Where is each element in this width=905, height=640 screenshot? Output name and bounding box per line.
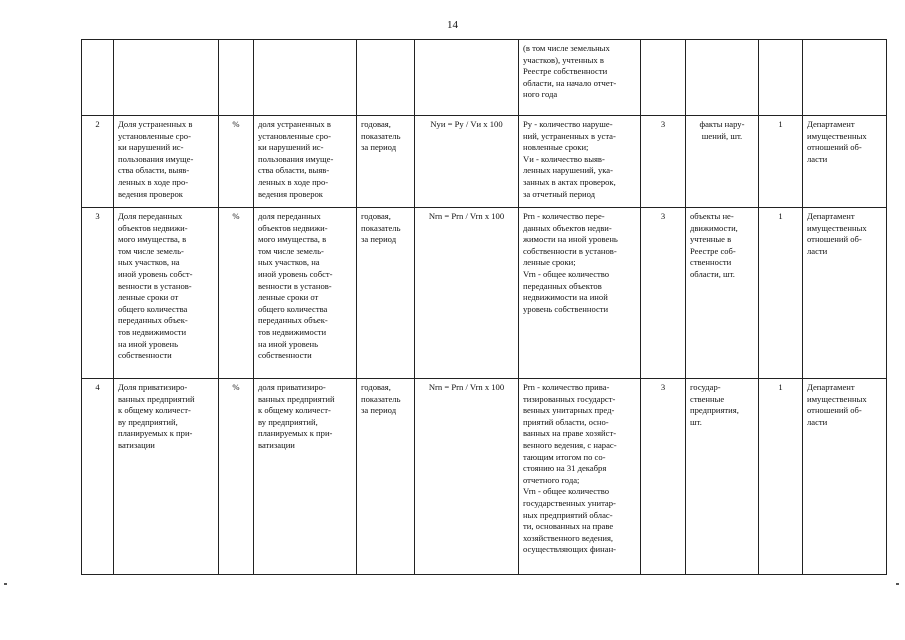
indicators-table — [81, 39, 887, 575]
cell-name — [114, 40, 219, 116]
cell-responsible: Департамент имущественных отношений об- ласти — [803, 116, 887, 208]
cell-name: Доля приватизиро- ванных предприятий к общему количест- ву предприятий, планируемых к при- ватизации — [114, 379, 219, 575]
cell-source — [686, 40, 759, 116]
cell-responsible-code: 1 — [759, 116, 803, 208]
cell-responsible — [803, 40, 887, 116]
cell-definition: доля переданных объектов недвижи- мого имущества, в том числе земель- ных участков, на иной уровень собст- венности в установ- ленные сроки от общего количества переданных объек- тов недвижимости на иной уровень собственности — [254, 208, 357, 379]
cell-description: (в том числе земельных участков), учтенных в Реестре собственности области, на начало отчет- ного года — [519, 40, 641, 116]
cell-num: 4 — [82, 379, 114, 575]
table-row — [82, 379, 887, 575]
cell-num — [82, 40, 114, 116]
cell-unit: % — [219, 116, 254, 208]
cell-name: Доля переданных объектов недвижи- мого имущества, в том числе земель- ных участков, на иной уровень собст- венности в установ- ленные сроки от общего количества переданных объек- тов недвижимости на иной уровень собственности — [114, 208, 219, 379]
cell-source: государ- ственные предприятия, шт. — [686, 379, 759, 575]
cell-responsible-code: 1 — [759, 208, 803, 379]
cell-method: 3 — [641, 208, 686, 379]
cell-period: годовая, показатель за период — [357, 379, 415, 575]
scan-artifact-right — [896, 583, 899, 585]
cell-definition — [254, 40, 357, 116]
cell-responsible-code — [759, 40, 803, 116]
cell-num: 3 — [82, 208, 114, 379]
cell-num: 2 — [82, 116, 114, 208]
table-row — [82, 208, 887, 379]
cell-formula: Nуи = Ру / Vи х 100 — [415, 116, 519, 208]
table-row — [82, 40, 887, 116]
cell-responsible: Департамент имущественных отношений об- ласти — [803, 208, 887, 379]
cell-definition: доля приватизиро- ванных предприятий к общему количест- ву предприятий, планируемых к при- ватизации — [254, 379, 357, 575]
cell-method: 3 — [641, 116, 686, 208]
page-number: 14 — [447, 19, 458, 31]
cell-responsible-code: 1 — [759, 379, 803, 575]
table-row — [82, 116, 887, 208]
cell-formula: Nrn = Prn / Vrn х 100 — [415, 208, 519, 379]
cell-source: объекты не- движимости, учтенные в Реестре соб- ственности области, шт. — [686, 208, 759, 379]
cell-unit — [219, 40, 254, 116]
cell-definition: доля устраненных в установленные сро- ки нарушений ис- пользования имуще- ства области, выяв- ленных в ходе про- ведения проверок — [254, 116, 357, 208]
cell-description: Prn - количество прива- тизированных государст- венных унитарных пред- приятий области, осно- ванных на праве хозяйст- венного ведения, с нарас- тающим итогом по со- стоянию на 31 декабря отчетного года; Vrn - общее количество государственных унитар- ных предприятий облас- ти, основанных на праве хозяйственного ведения, осуществляющих финан- — [519, 379, 641, 575]
cell-responsible: Департамент имущественных отношений об- ласти — [803, 379, 887, 575]
cell-description: Ру - количество наруше- ний, устраненных в уста- новленные сроки; Vи - количество выяв- ленных нарушений, ука- занных в актах проверок, за отчетный период — [519, 116, 641, 208]
cell-period: годовая, показатель за период — [357, 208, 415, 379]
cell-unit: % — [219, 208, 254, 379]
cell-source: факты нару- шений, шт. — [686, 116, 759, 208]
cell-formula: Nrn = Prn / Vrn х 100 — [415, 379, 519, 575]
scan-artifact-left — [4, 583, 7, 585]
cell-unit: % — [219, 379, 254, 575]
cell-description: Prn - количество пере- данных объектов недви- жимости на иной уровень собственности в установ- ленные сроки; Vrn - общее количество переданных объектов недвижимости на иной уровень собственности — [519, 208, 641, 379]
cell-period: годовая, показатель за период — [357, 116, 415, 208]
cell-period — [357, 40, 415, 116]
cell-method — [641, 40, 686, 116]
cell-name: Доля устраненных в установленные сро- ки нарушений ис- пользования имуще- ства области, выяв- ленных в ходе про- ведения проверок — [114, 116, 219, 208]
cell-formula — [415, 40, 519, 116]
cell-method: 3 — [641, 379, 686, 575]
